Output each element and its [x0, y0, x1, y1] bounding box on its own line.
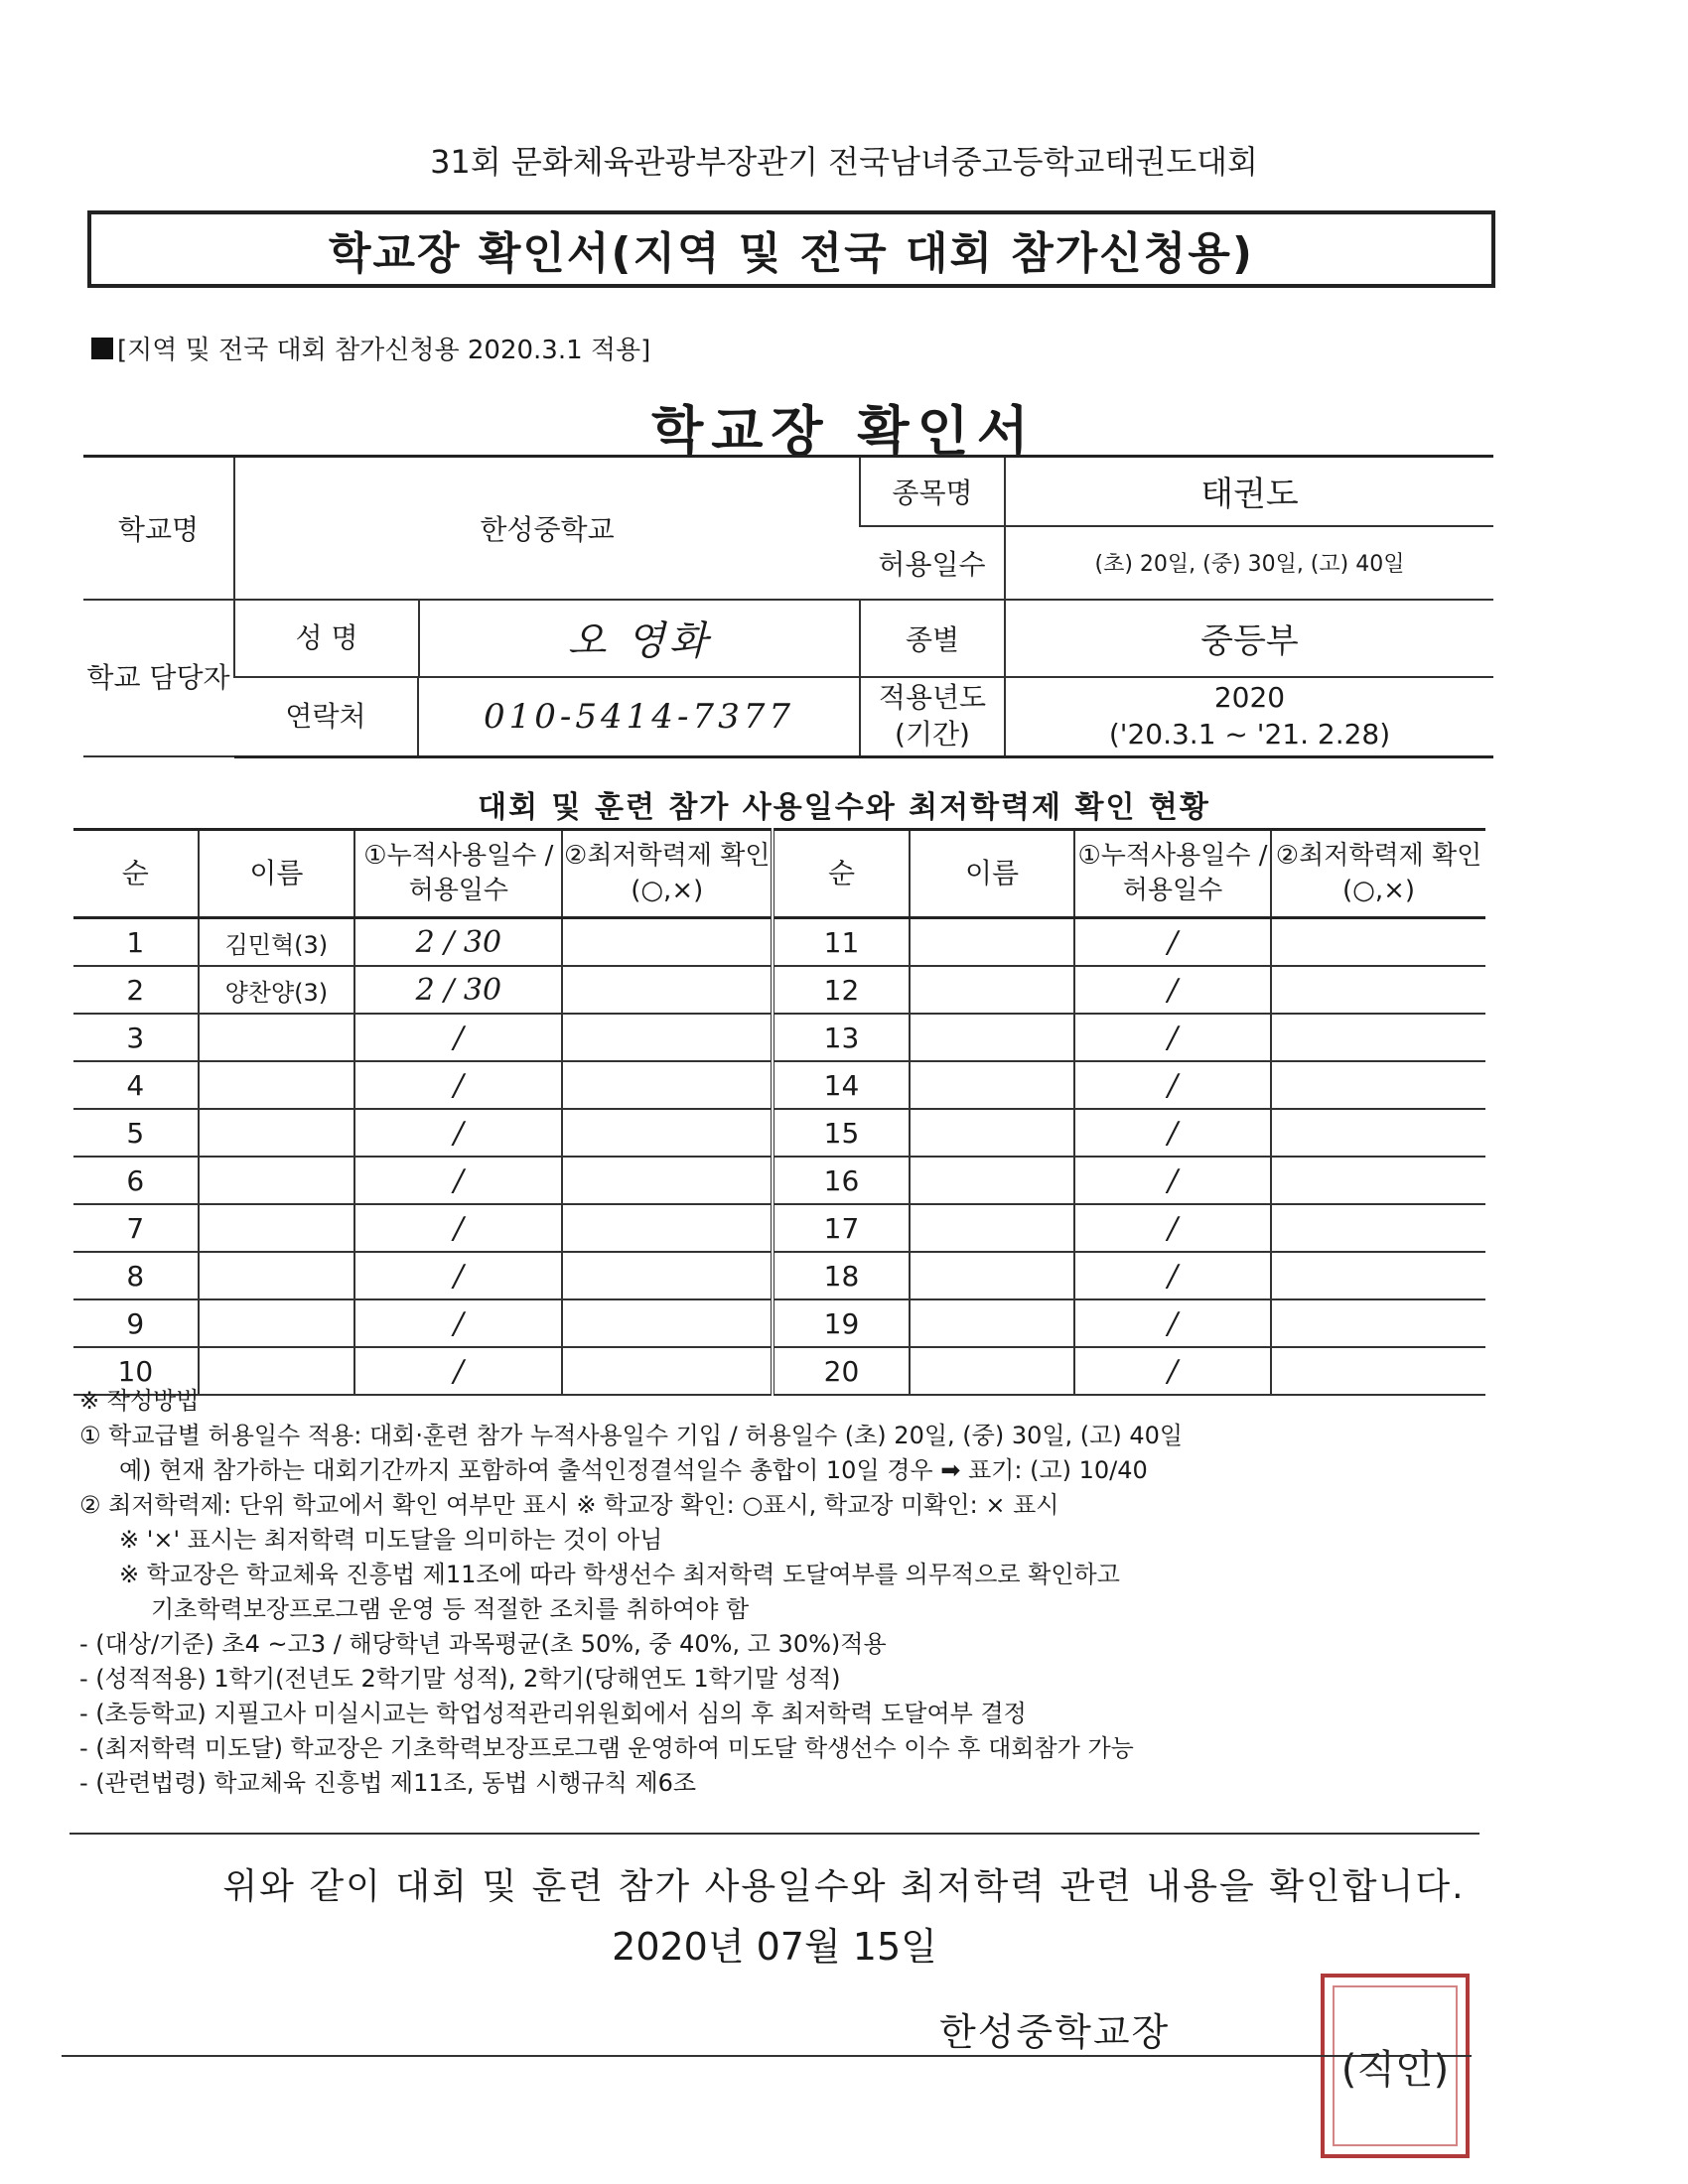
notes-section — [79, 1384, 1489, 1801]
row-name: 양찬양(3) — [199, 966, 355, 1014]
row-number: 8 — [73, 1252, 199, 1299]
row-cumulative-days: 2 / 30 — [354, 966, 562, 1014]
row-number: 14 — [774, 1061, 910, 1109]
row-min-academic — [562, 1252, 773, 1299]
row-min-academic — [562, 1157, 773, 1204]
table-row — [73, 918, 773, 967]
subtitle-text: [지역 및 전국 대회 참가신청용 2020.3.1 적용] — [117, 336, 651, 365]
table-row — [774, 1157, 1485, 1204]
row-cumulative-days: / — [354, 1061, 562, 1109]
row-cumulative-days: / — [354, 1157, 562, 1204]
document-title: 학교장 확인서(지역 및 전국 대회 참가신청용) — [329, 228, 1254, 279]
table-row — [73, 1204, 773, 1252]
table-row — [73, 1109, 773, 1157]
table-row — [73, 1252, 773, 1299]
date: 2020년 07월 15일 — [612, 1925, 937, 1969]
main-heading: 학교장 확인서 — [651, 400, 1037, 463]
header-no: 순 — [73, 830, 199, 918]
detail-1: - (대상/기준) 초4 ~고3 / 해당학년 과목평균(초 50%, 중 40%, 고 30%)적용 — [79, 1630, 887, 1658]
row-min-academic — [1271, 1061, 1485, 1109]
row-number: 19 — [774, 1299, 910, 1347]
period-value: ('20.3.1 ~ '21. 2.28) — [1108, 717, 1391, 751]
detail-3: - (초등학교) 지필고사 미실시교는 학업성적관리위원회에서 심의 후 최저학력 도달여부 결정 — [79, 1700, 1027, 1727]
row-number: 3 — [73, 1014, 199, 1061]
year-label: 적용년도 (기간) — [860, 677, 1005, 757]
sport-value: 태권도 — [1005, 457, 1493, 526]
document-title-box — [87, 210, 1495, 288]
note-4: ※ 학교장은 학교체육 진흥법 제11조에 따라 학생선수 최저학력 도달여부를 의무적으로 확인하고 — [119, 1561, 1120, 1588]
row-number: 20 — [774, 1347, 910, 1395]
row-cumulative-days: / — [1074, 1204, 1271, 1252]
header-no: 순 — [774, 830, 910, 918]
allowed-value: (초) 20일, (중) 30일, (고) 40일 — [1005, 526, 1493, 600]
row-min-academic — [1271, 1252, 1485, 1299]
row-name — [199, 1252, 355, 1299]
row-cumulative-days: / — [354, 1014, 562, 1061]
row-cumulative-days: / — [1074, 966, 1271, 1014]
divider — [70, 1833, 1479, 1835]
table-row — [774, 1109, 1485, 1157]
row-name — [199, 1014, 355, 1061]
row-min-academic — [562, 1109, 773, 1157]
row-number: 10 — [73, 1347, 199, 1395]
sport-label: 종목명 — [860, 457, 1005, 526]
detail-2: - (성적적용) 1학기(전년도 2학기말 성적), 2학기(당해연도 1학기말 성적) — [79, 1665, 841, 1693]
row-name — [910, 966, 1074, 1014]
row-cumulative-days: / — [354, 1299, 562, 1347]
participant-table-left — [73, 828, 774, 1396]
table-row — [73, 1299, 773, 1347]
row-cumulative-days: / — [1074, 1347, 1271, 1395]
principal-name: 한성중학교장 — [939, 2010, 1171, 2054]
status-heading: 대회 및 훈련 참가 사용일수와 최저학력제 확인 현황 — [478, 790, 1210, 825]
note-1-example: 예) 현재 참가하는 대회기간까지 포함하여 출석인정결석일수 총합이 10일 경우 ➡ 표기: (고) 10/40 — [119, 1456, 1148, 1484]
row-min-academic — [562, 1299, 773, 1347]
name-label: 성 명 — [235, 601, 420, 676]
table-row — [774, 966, 1485, 1014]
staff-label: 학교 담당자 — [83, 600, 234, 757]
row-number: 12 — [774, 966, 910, 1014]
allowed-label: 허용일수 — [860, 526, 1005, 600]
school-value: 한성중학교 — [234, 457, 860, 600]
note-2: ② 최저학력제: 단위 학교에서 확인 여부만 표시 ※ 학교장 확인: ○표시, 학교장 미확인: × 표시 — [79, 1491, 1059, 1519]
row-name — [199, 1061, 355, 1109]
row-name — [910, 1204, 1074, 1252]
row-cumulative-days: / — [354, 1347, 562, 1395]
row-cumulative-days: / — [354, 1109, 562, 1157]
table-row — [774, 1014, 1485, 1061]
header-cum: ①누적사용일수 /허용일수 — [354, 830, 562, 918]
row-number: 5 — [73, 1109, 199, 1157]
row-number: 6 — [73, 1157, 199, 1204]
participant-table-right — [774, 828, 1485, 1396]
row-min-academic — [1271, 1204, 1485, 1252]
square-bullet-icon — [91, 338, 113, 359]
table-row — [73, 966, 773, 1014]
row-name — [910, 1014, 1074, 1061]
contact-cell — [234, 677, 860, 757]
header-cum: ①누적사용일수 /허용일수 — [1074, 830, 1271, 918]
row-min-academic — [1271, 966, 1485, 1014]
row-cumulative-days: / — [1074, 1157, 1271, 1204]
row-number: 13 — [774, 1014, 910, 1061]
table-row — [774, 1252, 1485, 1299]
row-number: 9 — [73, 1299, 199, 1347]
row-cumulative-days: 2 / 30 — [354, 918, 562, 967]
row-min-academic — [1271, 918, 1485, 967]
row-cumulative-days: / — [1074, 1299, 1271, 1347]
row-name — [199, 1299, 355, 1347]
name-value: 오 영화 — [567, 618, 712, 664]
row-min-academic — [1271, 1109, 1485, 1157]
table-row — [774, 1204, 1485, 1252]
row-min-academic — [562, 918, 773, 967]
row-name — [199, 1157, 355, 1204]
row-number: 17 — [774, 1204, 910, 1252]
note-4-continued: 기초학력보장프로그램 운영 등 적절한 조치를 취하여야 함 — [151, 1595, 750, 1623]
table-row — [73, 1061, 773, 1109]
contact-value: 010-5414-7377 — [484, 696, 794, 737]
note-3: ※ '×' 표시는 최저학력 미도달을 의미하는 것이 아님 — [119, 1526, 663, 1554]
row-number: 11 — [774, 918, 910, 967]
event-title: 31회 문화체육관광부장관기 전국남녀중고등학교태권도대회 — [430, 143, 1258, 181]
row-min-academic — [1271, 1014, 1485, 1061]
note-1: ① 학교급별 허용일수 적용: 대회·훈련 참가 누적사용일수 기입 / 허용일수 (초) 20일, (중) 30일, (고) 40일 — [79, 1422, 1184, 1449]
year-cell — [1005, 677, 1493, 757]
row-cumulative-days: / — [1074, 1252, 1271, 1299]
detail-4: - (최저학력 미도달) 학교장은 기초학력보장프로그램 운영하여 미도달 학생선수 이수 후 대회참가 가능 — [79, 1734, 1134, 1762]
row-number: 16 — [774, 1157, 910, 1204]
row-min-academic — [562, 1204, 773, 1252]
year-value: 2020 — [1213, 681, 1286, 715]
row-cumulative-days: / — [354, 1252, 562, 1299]
table-row — [73, 1157, 773, 1204]
row-cumulative-days: / — [1074, 1061, 1271, 1109]
row-name — [910, 1157, 1074, 1204]
row-name: 김민혁(3) — [199, 918, 355, 967]
bottom-divider — [62, 2055, 1472, 2057]
header-min: ②최저학력제 확인(○,×) — [1271, 830, 1485, 918]
row-min-academic — [562, 1014, 773, 1061]
row-name — [910, 918, 1074, 967]
category-value: 중등부 — [1005, 600, 1493, 677]
row-min-academic — [1271, 1299, 1485, 1347]
name-cell — [234, 600, 860, 677]
row-name — [199, 1109, 355, 1157]
header-name: 이름 — [199, 830, 355, 918]
row-number: 4 — [73, 1061, 199, 1109]
seal-label: (직인) — [1341, 2038, 1450, 2095]
row-cumulative-days: / — [1074, 918, 1271, 967]
category-label: 종별 — [860, 600, 1005, 677]
contact-label: 연락처 — [234, 678, 419, 755]
header-min: ②최저학력제 확인(○,×) — [562, 830, 773, 918]
row-number: 18 — [774, 1252, 910, 1299]
info-table — [83, 455, 1493, 758]
school-label: 학교명 — [83, 457, 234, 600]
header-name: 이름 — [910, 830, 1074, 918]
detail-5: - (관련법령) 학교체육 진흥법 제11조, 동법 시행규칙 제6조 — [79, 1769, 697, 1797]
table-row — [73, 1014, 773, 1061]
row-number: 1 — [73, 918, 199, 967]
notes-heading: ※ 작성방법 — [79, 1387, 200, 1415]
row-cumulative-days: / — [1074, 1014, 1271, 1061]
row-number: 2 — [73, 966, 199, 1014]
row-name — [910, 1061, 1074, 1109]
row-name — [199, 1204, 355, 1252]
row-name — [910, 1109, 1074, 1157]
row-name — [910, 1252, 1074, 1299]
table-row — [774, 918, 1485, 967]
table-row — [774, 1299, 1485, 1347]
confirmation-text: 위와 같이 대회 및 훈련 참가 사용일수와 최저학력 관련 내용을 확인합니다. — [222, 1866, 1466, 1907]
row-cumulative-days: / — [1074, 1109, 1271, 1157]
official-seal — [1321, 1974, 1470, 2158]
row-name — [910, 1299, 1074, 1347]
row-min-academic — [1271, 1157, 1485, 1204]
row-number: 15 — [774, 1109, 910, 1157]
row-min-academic — [562, 966, 773, 1014]
row-min-academic — [562, 1061, 773, 1109]
row-cumulative-days: / — [354, 1204, 562, 1252]
row-number: 7 — [73, 1204, 199, 1252]
table-row — [774, 1061, 1485, 1109]
subtitle — [91, 330, 650, 366]
